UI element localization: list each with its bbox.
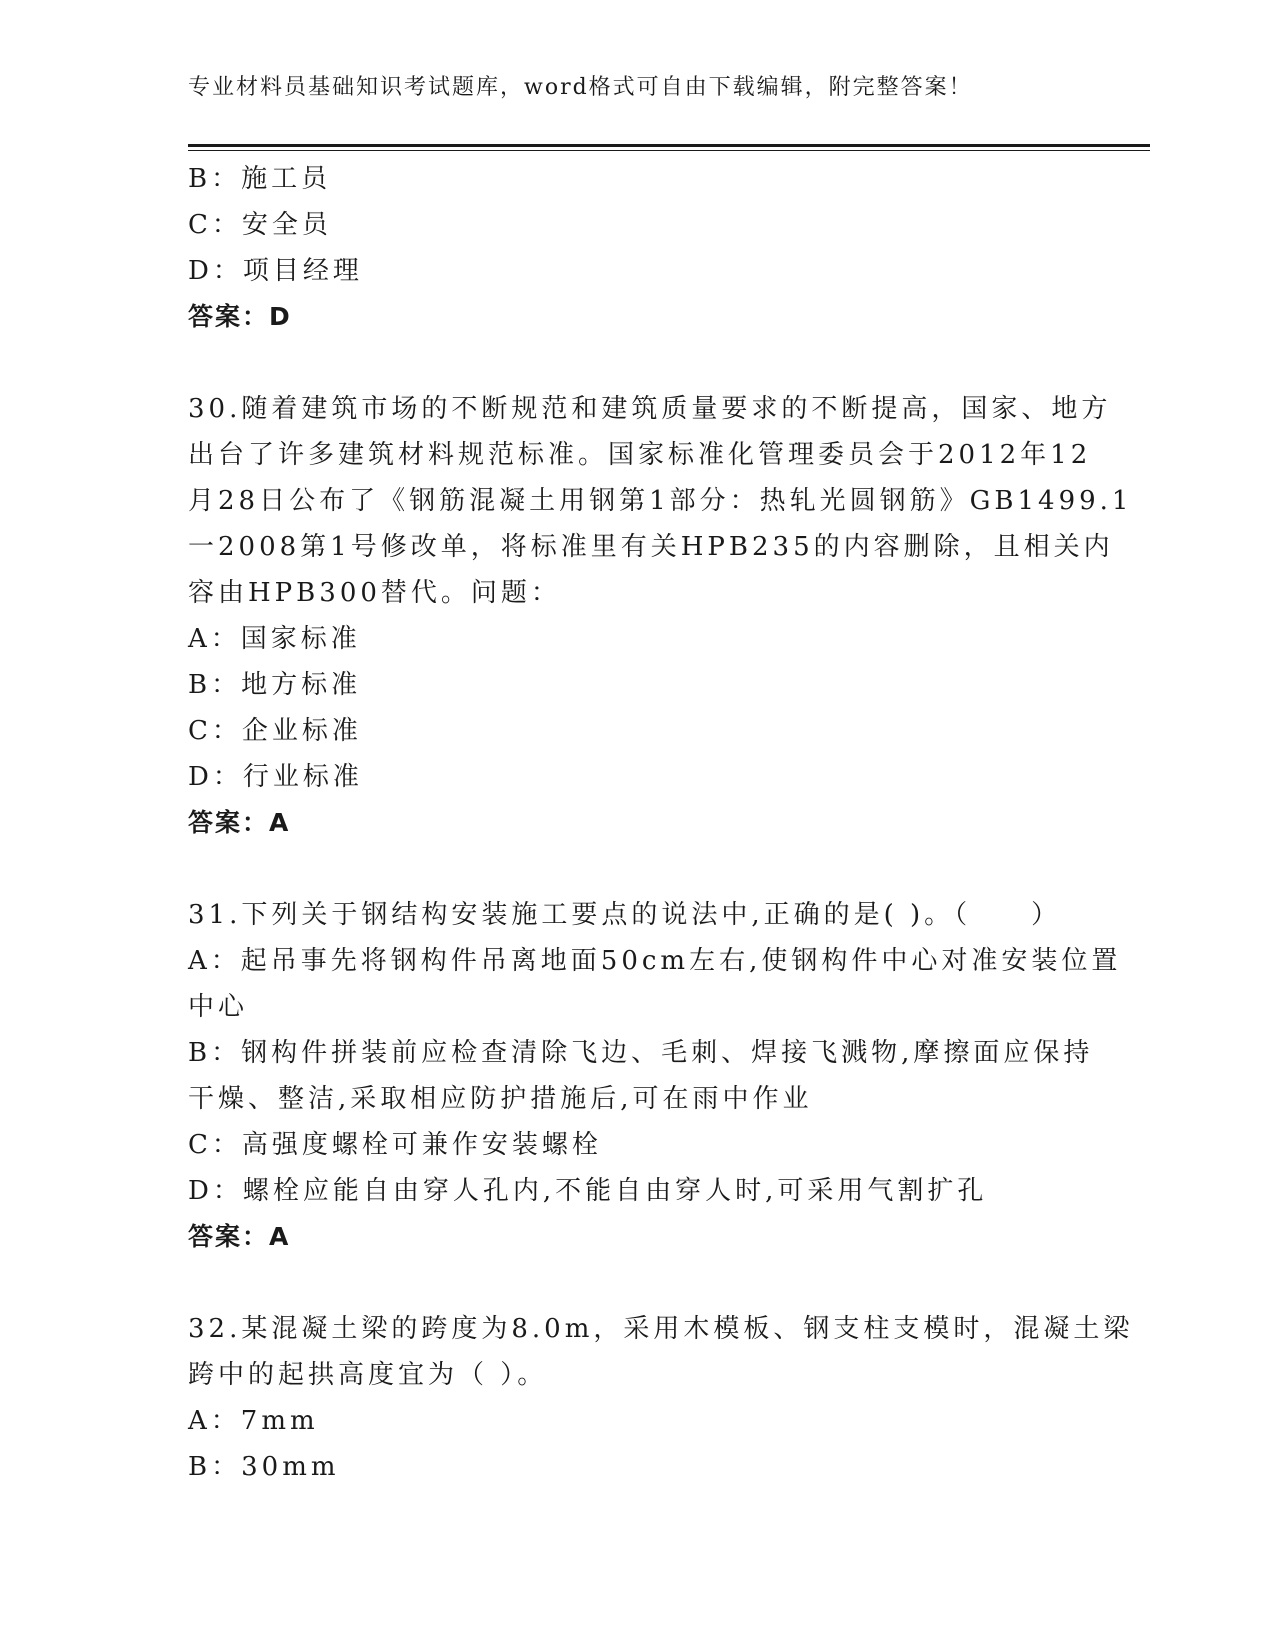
spacer [188, 1260, 1088, 1306]
option-c: C：企业标准 [188, 716, 362, 746]
header-rule-thin [188, 150, 1150, 151]
option-b: B：钢构件拼装前应检查清除飞边、毛刺、焊接飞溅物,摩擦面应保持 [188, 1038, 1094, 1068]
option-a-continued: 中心 [188, 992, 249, 1022]
option-b: B：施工员 [188, 164, 332, 194]
option-b: B：30mm [188, 1452, 340, 1482]
option-a: A：国家标准 [188, 624, 361, 654]
question-31 [188, 892, 1122, 1260]
question-text-line: 容由HPB300替代。问题： [188, 578, 561, 608]
header-rule-thick [188, 144, 1150, 147]
question-32 [188, 1306, 1134, 1490]
question-text-line: 跨中的起拱高度宜为（ ）。 [188, 1360, 548, 1390]
answer-line: 答案：D [188, 302, 292, 331]
option-b-continued: 干燥、整洁,采取相应防护措施后,可在雨中作业 [188, 1084, 813, 1114]
spacer [188, 340, 1088, 386]
option-c: C：高强度螺栓可兼作安装螺栓 [188, 1130, 602, 1160]
question-text-line: 月28日公布了《钢筋混凝土用钢第1部分：热轧光圆钢筋》GB1499.1 [188, 486, 1133, 516]
question-text-line: 31.下列关于钢结构安装施工要点的说法中,正确的是( )。（ ） [188, 900, 1062, 930]
question-29-tail [188, 156, 1088, 340]
page-header: 专业材料员基础知识考试题库，word格式可自由下载编辑，附完整答案！ [188, 75, 973, 100]
spacer [188, 846, 1088, 892]
document-body [188, 156, 1134, 1490]
answer-line: 答案：A [188, 1222, 291, 1251]
question-text-line: 32.某混凝土梁的跨度为8.0m，采用木模板、钢支柱支模时，混凝土梁 [188, 1314, 1134, 1344]
question-text-line: 一2008第1号修改单，将标准里有关HPB235的内容删除，且相关内 [188, 532, 1114, 562]
option-d: D：行业标准 [188, 762, 363, 792]
question-30 [188, 386, 1133, 846]
option-c: C：安全员 [188, 210, 332, 240]
option-b: B：地方标准 [188, 670, 362, 700]
option-d: D：项目经理 [188, 256, 363, 286]
answer-line: 答案：A [188, 808, 291, 837]
option-d: D：螺栓应能自由穿人孔内,不能自由穿人时,可采用气割扩孔 [188, 1176, 988, 1206]
question-text-line: 出台了许多建筑材料规范标准。国家标准化管理委员会于2012年12 [188, 440, 1092, 470]
question-text-line: 30.随着建筑市场的不断规范和建筑质量要求的不断提高，国家、地方 [188, 394, 1112, 424]
option-a: A：7mm [188, 1406, 319, 1436]
option-a: A：起吊事先将钢构件吊离地面50cm左右,使钢构件中心对准安装位置 [188, 946, 1122, 976]
